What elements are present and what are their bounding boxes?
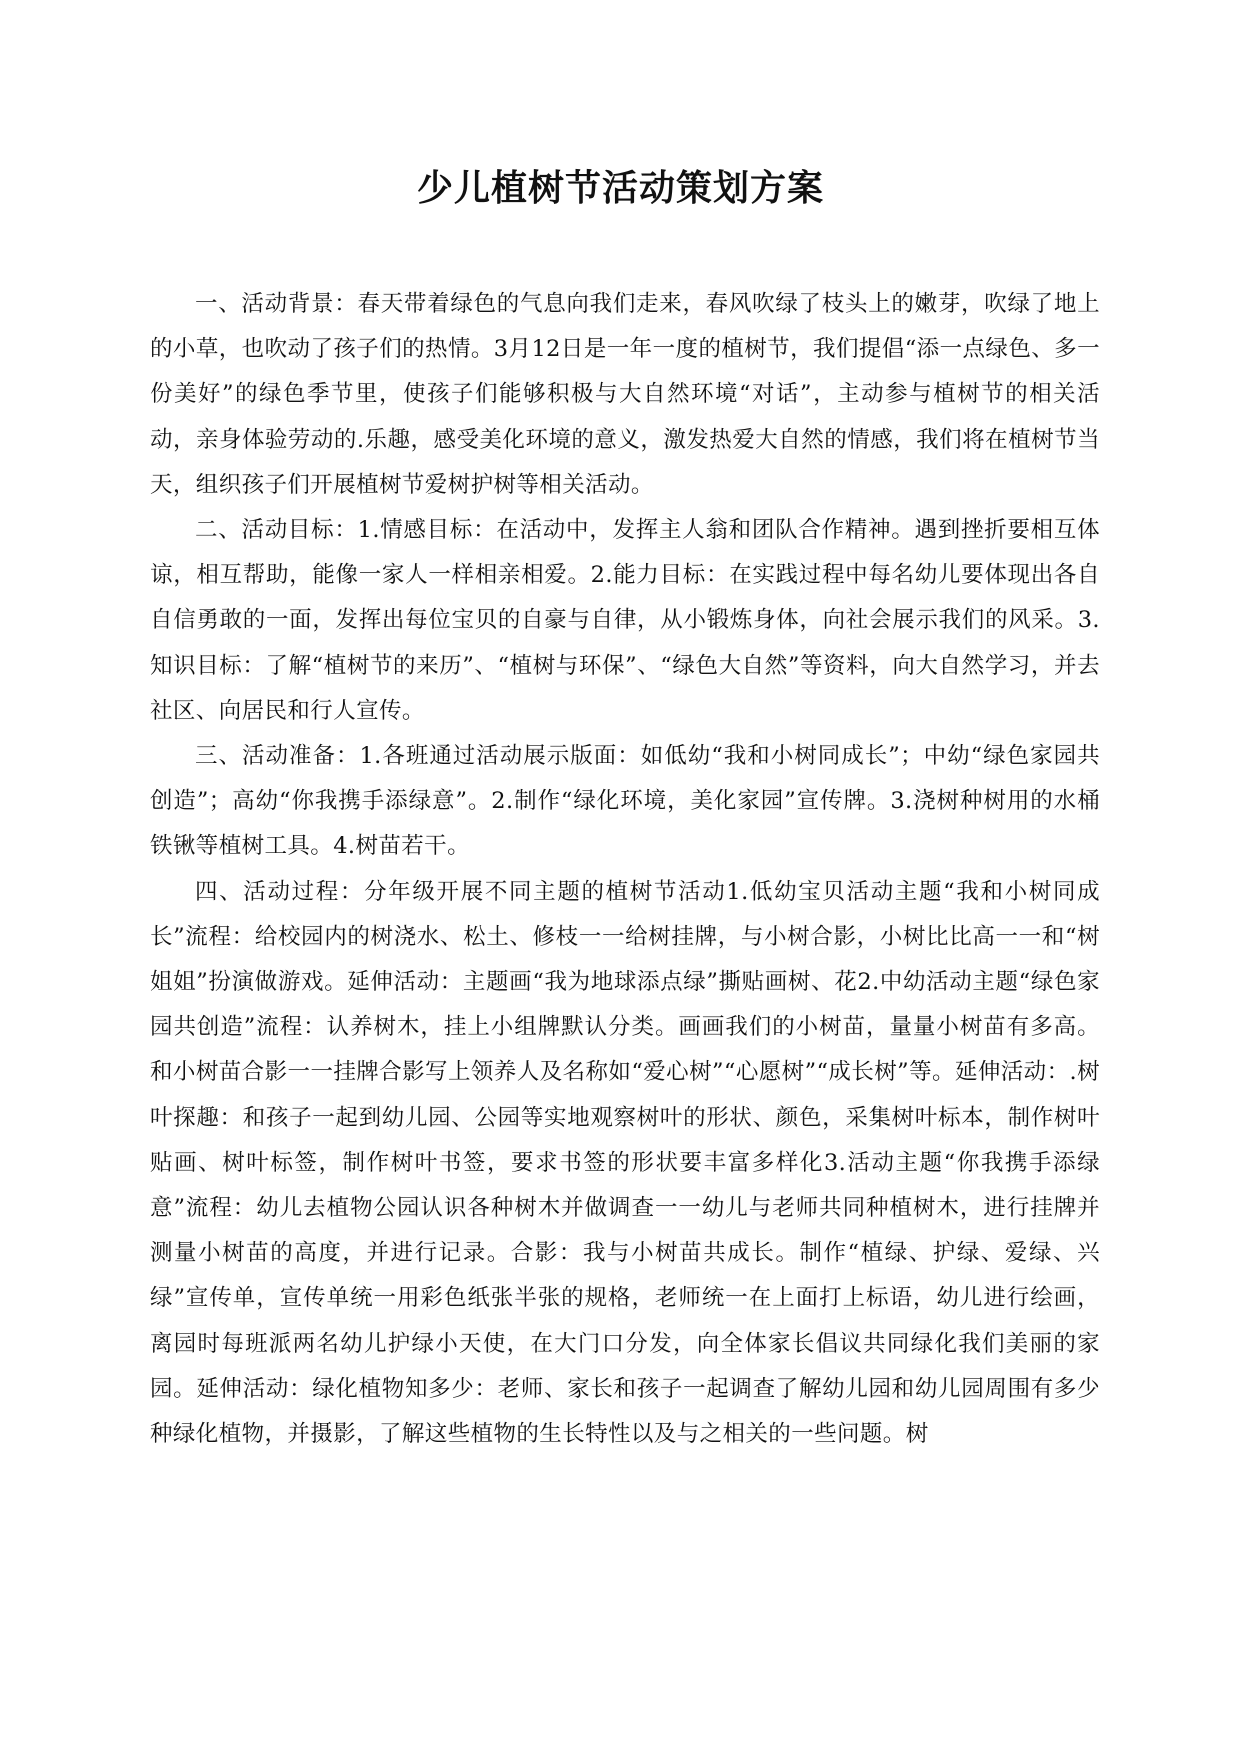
document-title: 少儿植树节活动策划方案 bbox=[416, 168, 824, 209]
paragraph-process: 四、活动过程：分年级开展不同主题的植树节活动1.低幼宝贝活动主题“我和小树同成长”流程：给校园内的树浇水、松土、修枝一一给树挂牌，与小树合影，小树比比高一一和“树姐姐”扮演做游戏。延伸活动：主题画“我为地球添点绿”撕贴画树、花2.中幼活动主题“绿色家园共创造”流程：认养树木，挂上小组牌默认分类。画画我们的小树苗，量量小树苗有多高。和小树苗合影一一挂牌合影写上领养人及名称如“爱心树”“心愿树”“成长树”等。延伸活动：.树叶探趣：和孩子一起到幼儿园、公园等实地观察树叶的形状、颜色，采集树叶标本，制作树叶贴画、树叶标签，制作树叶书签，要求书签的形状要丰富多样化3.活动主题“你我携手添绿意”流程：幼儿去植物公园认识各种树木并做调查一一幼儿与老师共同种植树木，进行挂牌并测量小树苗的高度，并进行记录。合影：我与小树苗共成长。制作“植绿、护绿、爱绿、兴绿”宣传单，宣传单统一用彩色纸张半张的规格，老师统一在上面打上标语，幼儿进行绘画，离园时每班派两名幼儿护绿小天使，在大门口分发，向全体家长倡议共同绿化我们美丽的家园。延伸活动：绿化植物知多少：老师、家长和孩子一起调查了解幼儿园和幼儿园周围有多少种绿化植物，并摄影，了解这些植物的生长特性以及与之相关的一些问题。树 bbox=[150, 878, 1100, 1448]
document-body bbox=[150, 282, 1100, 1457]
paragraph-goals: 二、活动目标：1.情感目标：在活动中，发挥主人翁和团队合作精神。遇到挫折要相互体谅，相互帮助，能像一家人一样相亲相爱。2.能力目标：在实践过程中每名幼儿要体现出各自自信勇敢的一面，发挥出每位宝贝的自豪与自律，从小锻炼身体，向社会展示我们的风采。3.知识目标：了解“植树节的来历”、“植树与环保”、“绿色大自然”等资料，向大自然学习，并去社区、向居民和行人宣传。 bbox=[150, 517, 1100, 724]
paragraph-background: 一、活动背景：春天带着绿色的气息向我们走来，春风吹绿了枝头上的嫩芽，吹绿了地上的小草，也吹动了孩子们的热情。3月12日是一年一度的植树节，我们提倡“添一点绿色、多一份美好”的绿色季节里，使孩子们能够积极与大自然环境“对话”，主动参与植树节的相关活动，亲身体验劳动的.乐趣，感受美化环境的意义，激发热爱大自然的情感，我们将在植树节当天，组织孩子们开展植树节爱树护树等相关活动。 bbox=[150, 291, 1100, 498]
paragraph-preparation: 三、活动准备：1.各班通过活动展示版面：如低幼“我和小树同成长”；中幼“绿色家园共创造”；高幼“你我携手添绿意”。2.制作“绿化环境，美化家园”宣传牌。3.浇树种树用的水桶铁锹等植树工具。4.树苗若干。 bbox=[150, 743, 1100, 860]
